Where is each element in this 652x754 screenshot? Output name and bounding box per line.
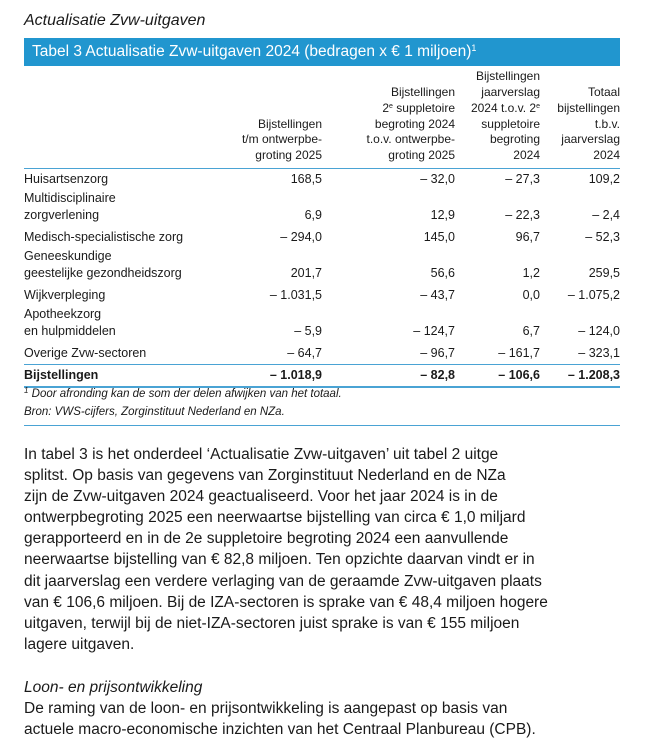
- table-row: [24, 306, 620, 340]
- cell-value: – 161,7: [498, 346, 540, 360]
- paragraph-line: van € 106,6 miljoen. Bij de IZA-sectoren is sprake van € 48,4 miljoen hogere: [24, 593, 548, 611]
- cell-value: – 27,3: [505, 172, 540, 186]
- paragraph-line: dit jaarverslag een verdere verlaging van de geraamde Zvw-uitgaven plaats: [24, 572, 542, 590]
- paragraph-line: De raming van de loon- en prijsontwikkeling is aangepast op basis van: [24, 700, 508, 717]
- cell-value: – 1.031,5: [269, 288, 322, 302]
- cell-value: – 124,7: [413, 324, 455, 338]
- header-line: begroting 2024: [374, 116, 455, 131]
- paragraph-line: In tabel 3 is het onderdeel ‘Actualisatie Zvw-uitgaven’ uit tabel 2 uitge: [24, 446, 499, 463]
- total-rule-top: [24, 364, 620, 365]
- cell-value: – 5,9: [294, 324, 322, 338]
- cell-value: 6,9: [304, 208, 322, 222]
- section-title: Actualisatie Zvw-uitgaven: [24, 12, 206, 29]
- header-line: groting 2025: [388, 148, 455, 163]
- table-bottom-rule: [24, 425, 620, 426]
- header-text: 2024 t.o.v. 2: [470, 100, 537, 115]
- cell-value: 0,0: [522, 288, 540, 302]
- table-footnote: [24, 388, 342, 400]
- total-value: – 82,8: [420, 368, 455, 382]
- header-line: Bijstellingen: [475, 69, 540, 84]
- cell-value: – 294,0: [280, 230, 322, 244]
- cell-value: – 52,3: [585, 230, 620, 244]
- cell-value: – 64,7: [287, 346, 322, 360]
- cell-value: 6,7: [522, 324, 540, 338]
- row-label: [24, 287, 105, 304]
- paragraph-line: gerapporteerd en in de 2e suppletoire begroting 2024 een aanvullende: [24, 530, 509, 548]
- cell-value: – 2,4: [592, 208, 620, 222]
- row-label: [24, 345, 146, 362]
- header-line: bijstellingen: [557, 100, 620, 115]
- table-row: [24, 248, 620, 282]
- header-line: Totaal: [587, 85, 620, 100]
- column-header-4: [540, 68, 620, 164]
- cell-value: 56,6: [430, 266, 455, 280]
- header-line: t.b.v.: [594, 116, 620, 131]
- paragraph-line: zijn de Zvw-uitgaven 2024 geactualiseerd. Voor het jaar 2024 is in de: [24, 488, 498, 506]
- header-line: groting 2025: [255, 148, 322, 163]
- body-paragraph: [24, 444, 634, 655]
- cell-value: 109,2: [588, 172, 620, 186]
- paragraph-line: lagere uitgaven.: [24, 635, 135, 653]
- cell-value: – 43,7: [420, 288, 455, 302]
- cell-value: – 22,3: [505, 208, 540, 222]
- row-label-line: Huisartsenzorg: [24, 172, 109, 186]
- table-source: Bron: VWS-cijfers, Zorginstituut Nederland en NZa.: [24, 406, 285, 418]
- table-row: [24, 228, 620, 246]
- column-header-2: [336, 68, 455, 164]
- header-line: suppletoire: [481, 116, 540, 131]
- header-rule: [24, 168, 620, 169]
- table-row: [24, 286, 620, 304]
- column-header-3: [460, 68, 540, 164]
- total-label: Bijstellingen: [24, 368, 99, 382]
- table-row: [24, 344, 620, 362]
- cell-value: – 96,7: [420, 346, 455, 360]
- caption-footnote-marker: 1: [471, 43, 477, 53]
- table-row: [24, 170, 620, 188]
- cell-value: – 32,0: [420, 172, 455, 186]
- cell-value: 96,7: [515, 230, 540, 244]
- header-line: [336, 101, 455, 117]
- total-value: – 1.208,3: [567, 368, 620, 382]
- row-label-line: Apotheekzorg: [24, 307, 102, 321]
- cell-value: – 323,1: [578, 346, 620, 360]
- paragraph-line: neerwaartse bijstelling van € 82,8 miljoen. Ten opzichte daarvan vindt er in: [24, 551, 535, 569]
- header-line: [460, 101, 540, 117]
- cell-value: – 1.075,2: [567, 288, 620, 302]
- row-label-line: Geneeskundige: [24, 249, 112, 263]
- paragraph-line: splitst. Op basis van gegevens van Zorginstituut Nederland en de NZa: [24, 467, 506, 485]
- cell-value: 1,2: [522, 266, 540, 280]
- table-total-row: [24, 366, 620, 384]
- paragraph-line: ontwerpbegroting 2025 een neerwaartse bijstelling van circa € 1,0 miljard: [24, 509, 526, 527]
- header-line: t/m ontwerpbe-: [241, 132, 322, 147]
- column-header-1: [224, 68, 322, 164]
- header-line: t.o.v. ontwerpbe-: [366, 132, 455, 147]
- header-superscript: e: [389, 102, 393, 110]
- footnote-text: Door afronding kan de som der delen afwijken van het totaal.: [28, 388, 342, 400]
- header-line: begroting: [489, 132, 540, 147]
- body-paragraph-2: [24, 698, 536, 740]
- cell-value: 12,9: [430, 208, 455, 222]
- row-label-line: geestelijke gezondheidszorg: [24, 266, 182, 280]
- row-label: [24, 248, 182, 282]
- header-text: suppletoire: [392, 100, 455, 115]
- row-label-line: Medisch-specialistische zorg: [24, 230, 184, 244]
- cell-value: 259,5: [588, 266, 620, 280]
- header-line: jaarverslag: [481, 85, 540, 100]
- cell-value: 145,0: [423, 230, 455, 244]
- table-caption-text: Tabel 3 Actualisatie Zvw-uitgaven 2024 (bedragen x € 1 miljoen): [32, 43, 472, 60]
- cell-value: 168,5: [290, 172, 322, 186]
- footnote-marker: 1: [24, 386, 29, 395]
- row-label-line: Overige Zvw-sectoren: [24, 346, 147, 360]
- header-line: 2024: [513, 148, 540, 163]
- total-value: – 1.018,9: [269, 368, 322, 382]
- row-label-line: Wijkverpleging: [24, 288, 106, 302]
- subheading: Loon- en prijsontwikkeling: [24, 679, 203, 696]
- table-row: [24, 190, 620, 224]
- paragraph-line: actuele macro-economische inzichten van het Centraal Planbureau (CPB).: [24, 721, 536, 738]
- row-label: [24, 190, 116, 224]
- cell-value: – 124,0: [578, 324, 620, 338]
- cell-value: 201,7: [290, 266, 322, 280]
- header-line: 2024: [593, 148, 620, 163]
- row-label: [24, 306, 116, 340]
- total-value: – 106,6: [498, 368, 540, 382]
- row-label: [24, 171, 108, 188]
- table-caption: [24, 38, 620, 66]
- row-label-line: zorgverlening: [24, 208, 100, 222]
- header-text: 2: [382, 100, 390, 115]
- paragraph-line: uitgaven, terwijl bij de niet-IZA-sectoren juist sprake is van € 155 miljoen: [24, 614, 520, 632]
- row-label-line: en hulpmiddelen: [24, 324, 116, 338]
- row-label: [24, 229, 183, 246]
- header-line: Bijstellingen: [257, 116, 322, 131]
- row-label-line: Multidisciplinaire: [24, 191, 116, 205]
- header-superscript: e: [536, 102, 540, 110]
- header-line: jaarverslag: [561, 132, 620, 147]
- header-line: Bijstellingen: [390, 85, 455, 100]
